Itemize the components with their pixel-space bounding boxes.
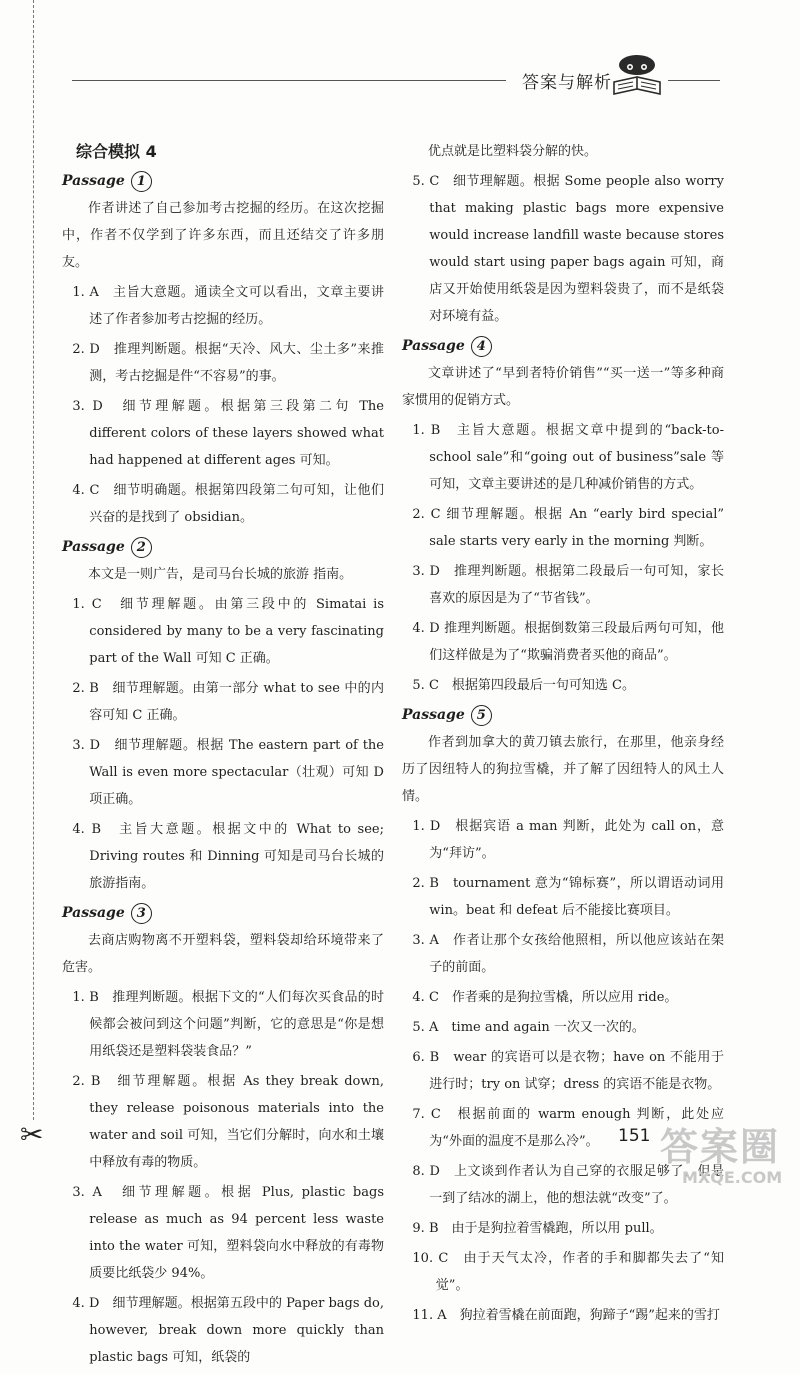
answer-item: 3. D 细节理解题。根据第三段第二句 The different colors of these layers showed what had happened at different ages 可知。	[72, 399, 384, 468]
passage-label: Passage	[402, 707, 465, 723]
passage-intro: 作者讲述了自己参加考古挖掘的经历。在这次挖掘中，作者不仅学到了许多东西，而且还结交了许多朋友。	[62, 201, 384, 270]
answer-item: 4. C 细节明确题。根据第四段第二句可知，让他们兴奋的是找到了 obsidian。	[72, 483, 384, 525]
answer-item: 1. B 推理判断题。根据下文的“人们每次买食品的时候都会被问到这个问题”判断，它的意思是“你是想用纸袋还是塑料袋装食品？”	[72, 990, 384, 1059]
passage-number: 4	[471, 336, 492, 357]
answer-item: 2. B tournament 意为“锦标赛”，所以谓语动词用 win。beat 和 defeat 后不能接比赛项目。	[412, 876, 724, 918]
cut-line	[33, 0, 34, 1120]
passage-number: 3	[131, 903, 152, 924]
header-rule-left	[72, 80, 506, 81]
answer-item: 7. C 根据前面的 warm enough 判断，此处应为“外面的温度不是那么冷”。	[412, 1107, 724, 1149]
watermark-text: 答案圈	[660, 1125, 781, 1169]
passage-2-heading	[62, 534, 384, 561]
passage-label: Passage	[402, 338, 465, 354]
passage-continuation: 优点就是比塑料袋分解的快。	[428, 144, 598, 159]
answer-item: 10. C 由于天气太冷，作者的手和脚都失去了“知觉”。	[412, 1251, 724, 1293]
answer-item: 4. D 推理判断题。根据倒数第三段最后两句可知，他们这样做是为了“欺骗消费者买他的商品”。	[412, 621, 724, 663]
answer-item: 11. A 狗拉着雪橇在前面跑，狗蹄子“踢”起来的雪打	[412, 1308, 720, 1323]
answer-item: 1. C 细节理解题。由第三段中的 Simatai is considered by many to be a very fascinating part of the Wall 可知 C 正确。	[72, 597, 384, 666]
passage-number: 1	[131, 171, 152, 192]
watermark-logo	[652, 1116, 800, 1200]
answer-item: 2. C 细节理解题。根据 An “early bird special” sale starts very early in the morning 判断。	[412, 507, 724, 549]
answer-item: 9. B 由于是狗拉着雪橇跑，所以用 pull。	[412, 1221, 663, 1236]
left-column	[62, 138, 384, 1374]
passage-number: 5	[471, 705, 492, 726]
answer-item: 4. B 主旨大意题。根据文中的 What to see; Driving routes 和 Dinning 可知是司马台长城的旅游指南。	[72, 822, 384, 891]
answer-item: 2. B 细节理解题。根据 As they break down, they release poisonous materials into the water and soil 可知，当它们分解时，向水和土壤中释放有毒的物质。	[72, 1074, 384, 1170]
passage-5-heading	[402, 702, 724, 729]
answer-item: 1. D 根据宾语 a man 判断，此处为 call on，意为“拜访”。	[412, 819, 724, 861]
answer-item: 2. B 细节理解题。由第一部分 what to see 中的内容可知 C 正确。	[72, 681, 384, 723]
answer-item: 3. D 细节理解题。根据 The eastern part of the Wall is even more spectacular（壮观）可知 D 项正确。	[72, 738, 384, 807]
header-title: 答案与解析	[522, 73, 612, 93]
book-reader-icon	[610, 52, 664, 98]
passage-label: Passage	[62, 905, 125, 921]
passage-intro: 去商店购物离不开塑料袋，塑料袋却给环境带来了危害。	[62, 933, 384, 975]
answer-item: 3. D 推理判断题。根据第二段最后一句可知，家长喜欢的原因是为了“节省钱”。	[412, 564, 724, 606]
passage-intro: 文章讲述了“早到者特价销售”“买一送一”等多种商家惯用的促销方式。	[402, 366, 724, 408]
answer-item: 5. A time and again 一次又一次的。	[412, 1020, 645, 1035]
answer-item: 8. D 上文谈到作者认为自己穿的衣服足够了，但是一到了结冰的湖上，他的想法就“改变”了。	[412, 1164, 724, 1206]
header-rule-right	[668, 80, 720, 81]
answer-item: 4. C 作者乘的是狗拉雪橇，所以应用 ride。	[412, 990, 678, 1005]
passage-label: Passage	[62, 539, 125, 555]
answer-item: 5. C 细节理解题。根据 Some people also worry that making plastic bags more expensive would increase landfill waste because stores would start using paper bags again 可知，商店又开始使用纸袋是因为塑料袋贵了，而不是纸袋对环境有益。	[412, 174, 724, 324]
answer-item: 1. A 主旨大意题。通读全文可以看出，文章主要讲述了作者参加考古挖掘的经历。	[72, 285, 384, 327]
section-title: 综合模拟 4	[76, 142, 157, 161]
passage-label: Passage	[62, 173, 125, 189]
passage-intro: 本文是一则广告，是司马台长城的旅游 指南。	[88, 567, 353, 582]
answer-item: 3. A 细节理解题。根据 Plus, plastic bags release as much as 94 percent less waste into the water 可知，塑料袋向水中释放的有毒物质要比纸袋少 94%。	[72, 1185, 384, 1281]
answer-item: 1. B 主旨大意题。根据文章中提到的“back-to-school sale”和“going out of business”sale 等可知，文章主要讲述的是几种减价销售的方式。	[412, 423, 724, 492]
passage-number: 2	[131, 537, 152, 558]
scissors-icon: ✂	[20, 1118, 44, 1151]
answer-item: 6. B wear 的宾语可以是衣物；have on 不能用于进行时；try on 试穿；dress 的宾语不能是衣物。	[412, 1050, 724, 1092]
passage-intro: 作者到加拿大的黄刀镇去旅行，在那里，他亲身经历了因纽特人的狗拉雪橇，并了解了因纽特人的风土人情。	[402, 735, 724, 804]
answer-item: 3. A 作者让那个女孩给他照相，所以他应该站在架子的前面。	[412, 933, 724, 975]
passage-1-heading	[62, 168, 384, 195]
answer-item: 4. D 细节理解题。根据第五段中的 Paper bags do, however, break down more quickly than plastic bags 可知，纸袋的	[72, 1296, 384, 1365]
passage-4-heading	[402, 333, 724, 360]
answer-item: 5. C 根据第四段最后一句可知选 C。	[412, 678, 635, 693]
answer-item: 2. D 推理判断题。根据“天冷、风大、尘土多”来推测，考古挖掘是件“不容易”的事。	[72, 342, 384, 384]
page-number: 151	[618, 1126, 651, 1146]
watermark-url: MXQE.COM	[682, 1168, 783, 1187]
passage-3-heading	[62, 900, 384, 927]
